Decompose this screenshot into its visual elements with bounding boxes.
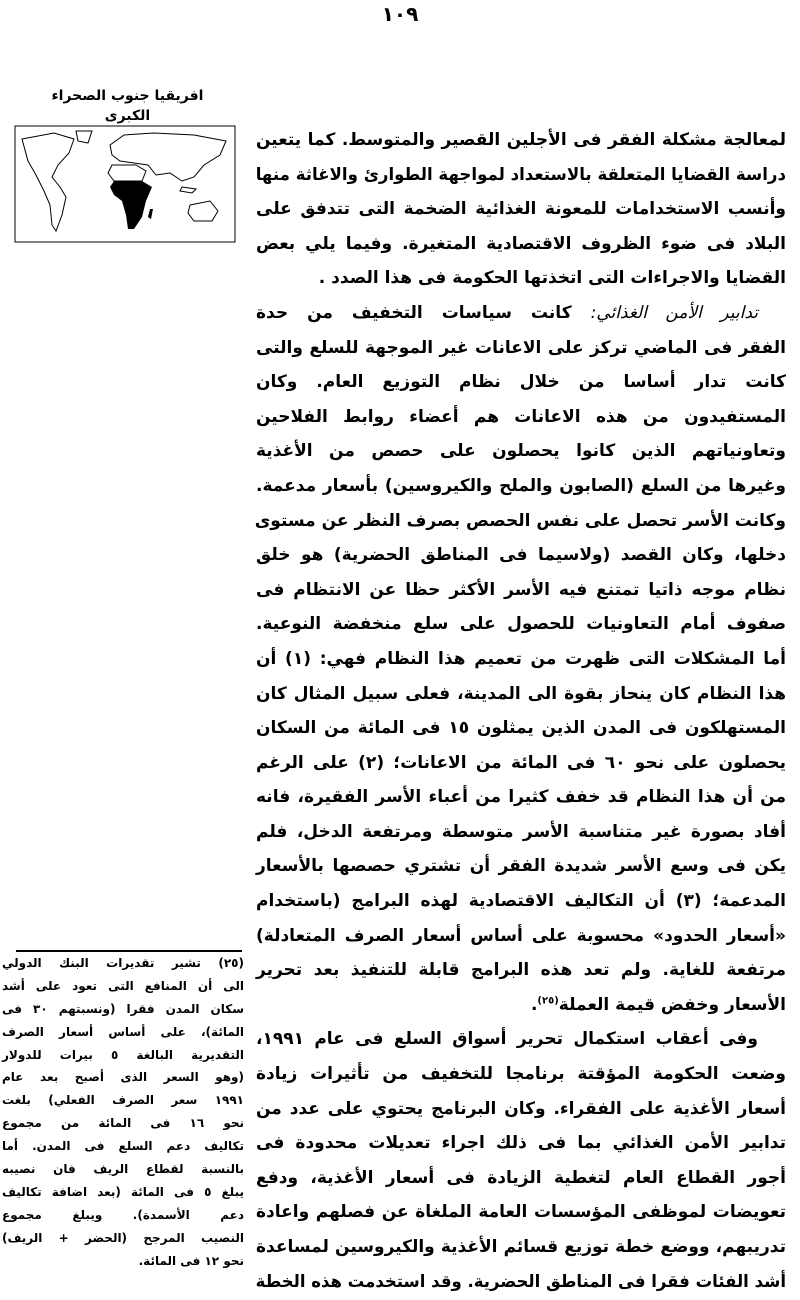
body-line: المستفيدون من هذه الاعانات هم أعضاء روابط الفلاحين: [256, 406, 786, 427]
body-line: دراسة القضايا المتعلقة بالاستعداد لمواجهة الطوارئ والاغاثة منها: [255, 164, 786, 185]
body-line: وأنسب الاستخدامات للمعونة الغذائية الضخمة التى تتدفق على: [256, 199, 786, 220]
footnote-line: دعم الأسمدة). ويبلغ مجموع: [2, 1207, 244, 1222]
footnote-line: (وهو السعر الذى أصبح بعد عام: [2, 1070, 244, 1085]
footnote-line: التقديرية البالغة ٥ بيرات للدولار: [2, 1047, 244, 1062]
footnote-line: ١٩٩١ سعر الصرف الفعلي) بلغت: [2, 1093, 244, 1108]
body-line: من أن هذا النظام قد خفف كثيرا من أعباء الأسر الفقيرة، فانه: [256, 787, 786, 808]
body-line: تدريبهم، ووضع خطة توزيع قسائم الأغذية والكيروسين لمساعدة: [256, 1237, 786, 1257]
body-line: أشد الفئات فقرا فى المناطق الحضرية. وقد استخدمت هذه الخطة: [255, 1271, 787, 1292]
body-line: كانت تدار أساسا من خلال نظام التوزيع العام. وكان: [256, 372, 786, 393]
body-line: أجور القطاع العام لتغطية الزيادة فى أسعار الأغذية، ودفع: [256, 1167, 786, 1188]
footnote-reference[interactable]: (٢٥): [537, 995, 559, 1007]
main-body-text: [256, 123, 786, 1299]
footnote: [2, 952, 244, 1272]
body-line: دخلها، وكان القصد (ولاسيما فى المناطق الحضرية) هو خلق: [256, 545, 786, 566]
body-line-with-footnote: الأسعار وخفض قيمة العملة$^{(٢٥)}$.: [530, 994, 786, 1015]
body-line: يكن فى وسع الأسر شديدة الفقر أن تشتري حصصها بالأسعار: [256, 856, 786, 877]
footnote-line: بالنسبة لقطاع الريف فان نصيبه: [2, 1162, 244, 1177]
africa-world-map-figure: [14, 125, 236, 243]
body-line: نظام موجه ذاتيا تمتنع فيه الأسر الأكثر حظا عن الانتظام فى: [256, 579, 786, 600]
footnote-line: تكاليف دعم السلع فى المدن. أما: [2, 1139, 244, 1154]
body-line: مرتفعة للغاية. ولم تعد هذه البرامج قابلة للتنفيذ بعد تحرير: [256, 960, 786, 981]
body-line: الفقر فى الماضي تركز على الاعانات غير الموجهة للسلع والتى: [256, 337, 786, 358]
body-line: وضعت الحكومة المؤقتة برنامجا للتخفيف من تأثيرات زيادة: [256, 1064, 786, 1085]
body-line: تعويضات لموظفى المؤسسات العامة الملغاة عن فصلهم واعادة: [256, 1202, 786, 1223]
map-caption-line-2: الكبرى: [104, 108, 151, 124]
footnote-line: (٢٥) تشير تقديرات البنك الدولي: [2, 956, 244, 970]
body-line: يحصلون على نحو ٦٠ فى المائة من الاعانات؛ (٢) على الرغم: [256, 752, 786, 773]
body-line: وكانت الأسر تحصل على نفس الحصص بصرف النظر عن مستوى: [254, 510, 786, 531]
body-line: البلاد فى ضوء الظروف الاقتصادية المتغيرة. وفيما يلي بعض: [256, 233, 786, 254]
body-line-text: كانت سياسات التخفيف من حدة: [256, 302, 572, 323]
footnote-line: سكان المدن فقرا (ونسبتهم ٣٠ فى: [2, 1001, 244, 1016]
body-line: أما المشكلات التى ظهرت من تعميم هذا النظام فهي: (١) أن: [256, 648, 786, 669]
body-line: وغيرها من السلع (الصابون والملح والكيروسين) بأسعار مدعمة.: [256, 475, 786, 496]
footnote-line: الى أن المنافع التى تعود على أشد: [2, 978, 244, 993]
body-line: المدعمة؛ (٣) أن التكاليف الاقتصادية لهذه البرامج (باستخدام: [256, 891, 786, 912]
body-line: هذا النظام كان ينحاز بقوة الى المدينة، فعلى سبيل المثال كان: [256, 683, 786, 704]
footnote-line: المائة)، على أساس أسعار الصرف: [2, 1024, 244, 1039]
footnote-line: نحو ١٦ فى المائة من مجموع: [2, 1116, 245, 1131]
footnote-line: النصيب المرجح (الحضر + الريف): [2, 1230, 244, 1245]
body-line: «أسعار الحدود» محسوبة على أساس أسعار الصرف المتعادلة): [256, 925, 786, 946]
body-line: المستهلكون فى المدن الذين يمثلون ١٥ فى المائة من السكان: [256, 718, 786, 739]
body-line: أسعار الأغذية على الفقراء. وكان البرنامج يحتوي على عدد من: [256, 1098, 786, 1119]
footnote-line: يبلغ ٥ فى المائة (بعد اضافة تكاليف: [2, 1184, 244, 1199]
body-line: وفى أعقاب استكمال تحرير أسواق السلع فى عام ١٩٩١،: [256, 1029, 758, 1050]
body-line: أفاد بصورة غير متناسبة الأسر متوسطة ومرتفعة الدخل، فلم: [256, 821, 786, 842]
body-line: القضايا والاجراءات التى اتخذتها الحكومة فى هذا الصدد .: [318, 268, 786, 289]
body-line-text: الأسعار وخفض قيمة العملة: [558, 994, 786, 1015]
body-line: وتعاونياتهم الذين كانوا يحصلون على حصص من الأغذية: [256, 441, 786, 462]
page-number: ١٠٩: [381, 2, 419, 26]
body-line: صفوف أمام التعاونيات للحصول على سلع منخفضة النوعية.: [256, 614, 786, 635]
body-line: تدابير الأمن الغذائي بما فى ذلك اجراء تعديلات محدودة فى: [256, 1133, 786, 1154]
footnote-line: نحو ١٢ فى المائة.: [138, 1253, 244, 1268]
section-heading-inline: تدابير الأمن الغذائي:: [590, 302, 758, 323]
map-caption-line-1: افريقيا جنوب الصحراء: [51, 88, 204, 104]
body-line: لمعالجة مشكلة الفقر فى الأجلين القصير والمتوسط. كما يتعين: [256, 130, 786, 150]
body-line-with-heading: [256, 296, 786, 331]
